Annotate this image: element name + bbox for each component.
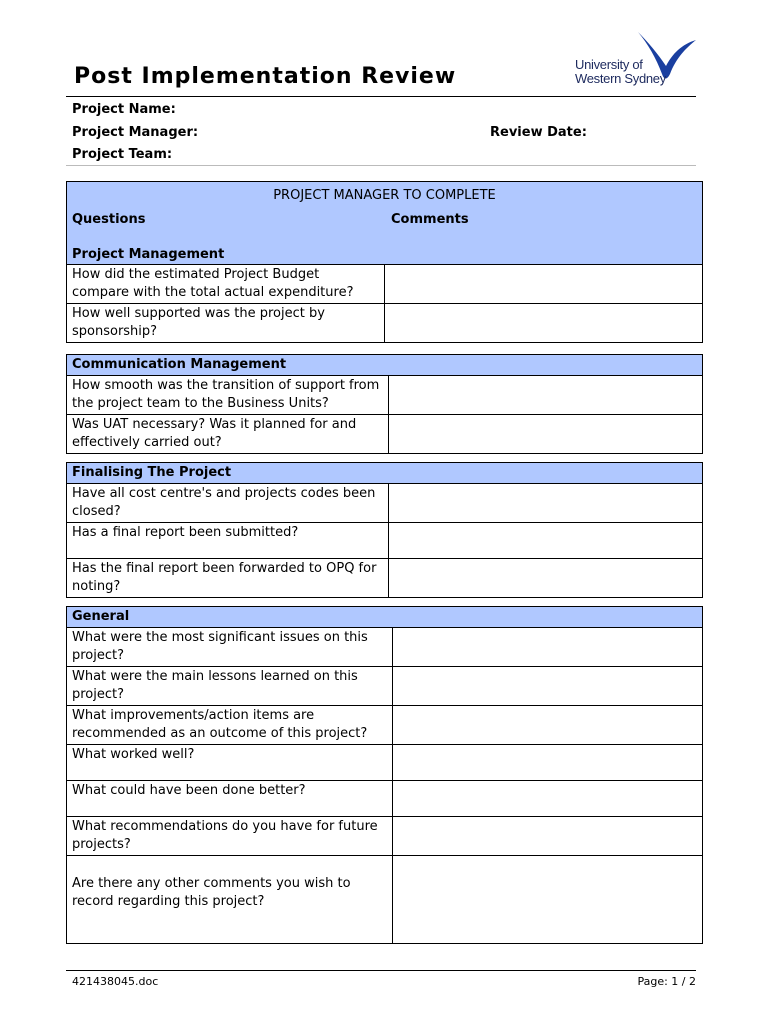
question-cell: What were the most significant issues on this project? <box>67 628 393 667</box>
section-table-general <box>66 606 703 944</box>
table-row <box>67 745 703 781</box>
question-cell: Have all cost centre's and projects codes been closed? <box>67 484 389 523</box>
comment-cell[interactable] <box>385 265 703 304</box>
fields-rule <box>66 165 696 166</box>
comment-cell[interactable] <box>389 484 703 523</box>
table-row <box>67 484 703 523</box>
title-rule <box>66 96 696 97</box>
project-name-label: Project Name: <box>72 102 176 117</box>
comment-cell[interactable] <box>389 523 703 559</box>
footer-filename: 421438045.doc <box>72 975 159 988</box>
question-cell: Has a final report been submitted? <box>67 523 389 559</box>
question-cell: Are there any other comments you wish to record regarding this project? <box>67 856 393 944</box>
university-name <box>575 58 666 86</box>
section-title: Project Management <box>72 247 225 262</box>
page-title: Post Implementation Review <box>74 64 457 89</box>
question-cell: How did the estimated Project Budget compare with the total actual expenditure? <box>67 265 385 304</box>
comment-cell[interactable] <box>393 856 703 944</box>
table-row <box>67 265 703 304</box>
table-row <box>67 376 703 415</box>
footer-page-number: Page: 1 / 2 <box>637 975 696 988</box>
comment-cell[interactable] <box>393 817 703 856</box>
table-row <box>67 817 703 856</box>
logo-line-2: Western Sydney <box>575 71 666 86</box>
question-cell: Was UAT necessary? Was it planned for and effectively carried out? <box>67 415 389 454</box>
section-table-communication <box>66 354 703 454</box>
question-cell: What recommendations do you have for future projects? <box>67 817 393 856</box>
table-row <box>67 415 703 454</box>
table-row <box>67 706 703 745</box>
section-title: Communication Management <box>67 355 703 376</box>
project-manager-label: Project Manager: <box>72 125 199 140</box>
table-row <box>67 523 703 559</box>
comment-cell[interactable] <box>393 745 703 781</box>
comment-cell[interactable] <box>393 667 703 706</box>
question-cell: What improvements/action items are recommended as an outcome of this project? <box>67 706 393 745</box>
questions-column-header: Questions <box>72 212 146 227</box>
section-title: Finalising The Project <box>67 463 703 484</box>
footer-rule <box>66 970 696 971</box>
comment-cell[interactable] <box>393 781 703 817</box>
review-date-label: Review Date: <box>490 125 587 140</box>
table-row <box>67 856 703 944</box>
table-row <box>67 781 703 817</box>
comment-cell[interactable] <box>389 415 703 454</box>
question-cell: Has the final report been forwarded to OPQ for noting? <box>67 559 389 598</box>
question-cell: What were the main lessons learned on this project? <box>67 667 393 706</box>
table-header <box>66 181 703 265</box>
project-team-label: Project Team: <box>72 147 173 162</box>
table-row <box>67 304 703 343</box>
question-cell: How smooth was the transition of support from the project team to the Business Units? <box>67 376 389 415</box>
table-row <box>67 559 703 598</box>
table-row <box>67 628 703 667</box>
section-table-finalising <box>66 462 703 598</box>
question-cell: What could have been done better? <box>67 781 393 817</box>
comment-cell[interactable] <box>393 706 703 745</box>
question-cell: How well supported was the project by sponsorship? <box>67 304 385 343</box>
section-title: General <box>67 607 703 628</box>
table-heading: PROJECT MANAGER TO COMPLETE <box>273 188 496 203</box>
comments-column-header: Comments <box>391 212 469 227</box>
table-row <box>67 667 703 706</box>
section-table-project-management <box>66 264 703 343</box>
comment-cell[interactable] <box>389 559 703 598</box>
comment-cell[interactable] <box>393 628 703 667</box>
comment-cell[interactable] <box>389 376 703 415</box>
logo-line-1: University of <box>575 57 643 72</box>
question-cell: What worked well? <box>67 745 393 781</box>
comment-cell[interactable] <box>385 304 703 343</box>
